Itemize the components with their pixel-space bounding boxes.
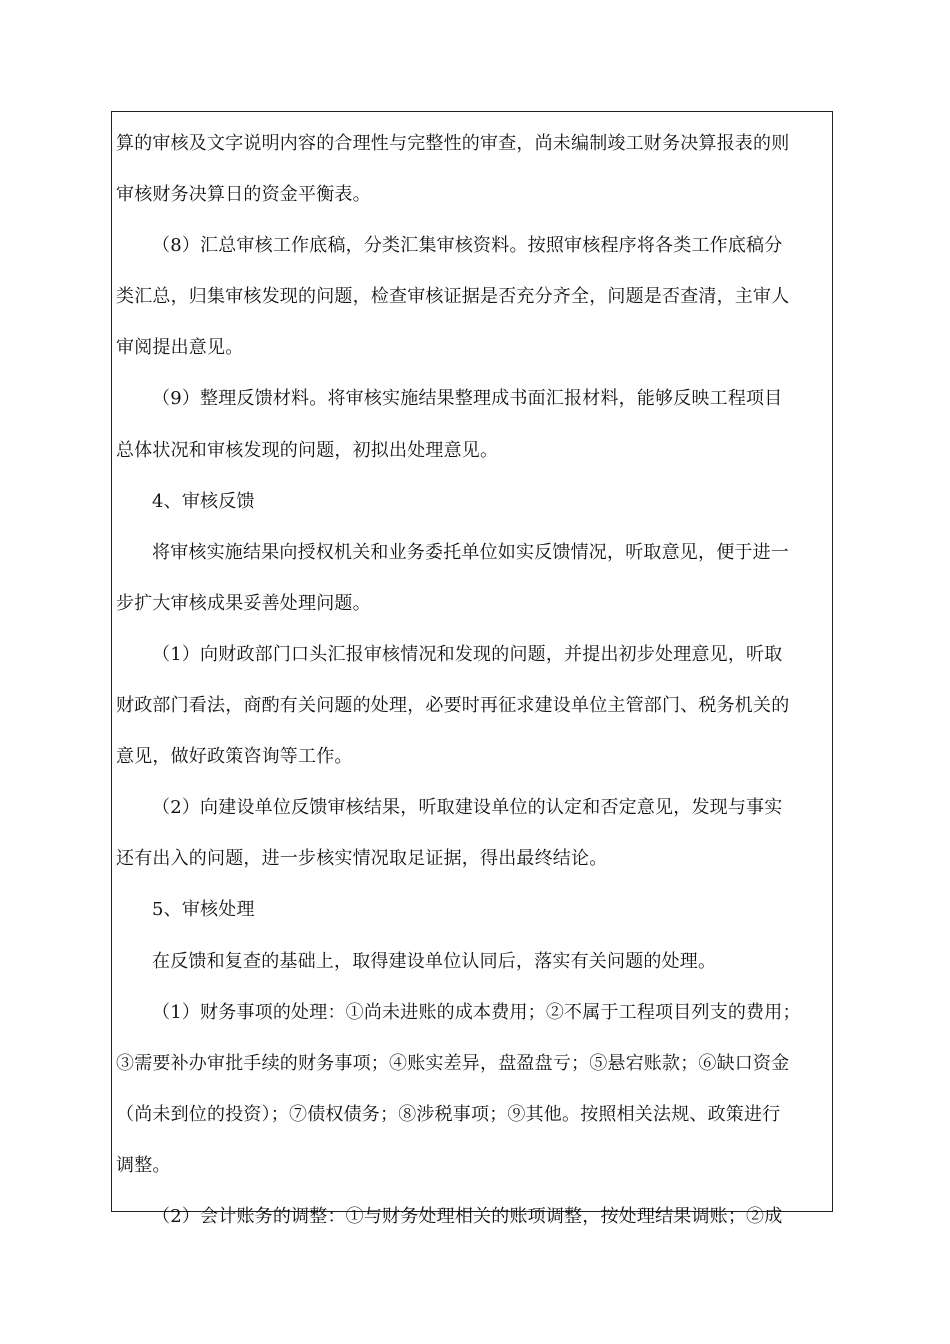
- text-line: 算的审核及文字说明内容的合理性与完整性的审查，尚未编制竣工财务决算报表的则: [116, 133, 790, 154]
- text-line: （8）汇总审核工作底稿，分类汇集审核资料。按照审核程序将各类工作底稿分: [152, 235, 783, 257]
- text-line: （1）向财政部门口头汇报审核情况和发现的问题，并提出初步处理意见，听取: [152, 643, 783, 665]
- text-line: 总体状况和审核发现的问题，初拟出处理意见。: [116, 439, 499, 461]
- text-line: 步扩大审核成果妥善处理问题。: [116, 592, 371, 614]
- text-line: 审核财务决算日的资金平衡表。: [116, 184, 371, 206]
- text-line: 将审核实施结果向授权机关和业务委托单位如实反馈情况，听取意见，便于进一: [152, 541, 789, 563]
- section-heading: 4、审核反馈: [152, 490, 255, 512]
- text-line: 还有出入的问题，进一步核实情况取足证据，得出最终结论。: [116, 848, 608, 870]
- document-body: [116, 124, 832, 1248]
- document-frame: [111, 111, 833, 1227]
- text-line: 类汇总，归集审核发现的问题，检查审核证据是否充分齐全，问题是否查清，主审人: [116, 286, 790, 308]
- text-line: （9）整理反馈材料。将审核实施结果整理成书面汇报材料，能够反映工程项目: [152, 388, 783, 410]
- section-heading: 5、审核处理: [152, 899, 255, 921]
- text-line: 在反馈和复查的基础上，取得建设单位认同后，落实有关问题的处理。: [152, 950, 717, 972]
- text-line: （1）财务事项的处理：①尚未进账的成本费用；②不属于工程项目列支的费用；: [152, 1001, 801, 1023]
- text-line: （2）向建设单位反馈审核结果，听取建设单位的认定和否定意见，发现与事实: [152, 797, 783, 819]
- text-line: （2）会计账务的调整：①与财务处理相关的账项调整，按处理结果调账；②成: [152, 1205, 783, 1227]
- text-line: 审阅提出意见。: [116, 337, 244, 359]
- text-line: （尚未到位的投资）；⑦债权债务；⑧涉税事项；⑨其他。按照相关法规、政策进行: [116, 1103, 781, 1125]
- text-line: 意见，做好政策咨询等工作。: [116, 746, 353, 768]
- text-line: ③需要补办审批手续的财务事项；④账实差异，盘盈盘亏；⑤悬宕账款；⑥缺口资金: [116, 1052, 790, 1074]
- text-line: 财政部门看法，商酌有关问题的处理，必要时再征求建设单位主管部门、税务机关的: [116, 695, 790, 717]
- text-line: 调整。: [116, 1154, 171, 1176]
